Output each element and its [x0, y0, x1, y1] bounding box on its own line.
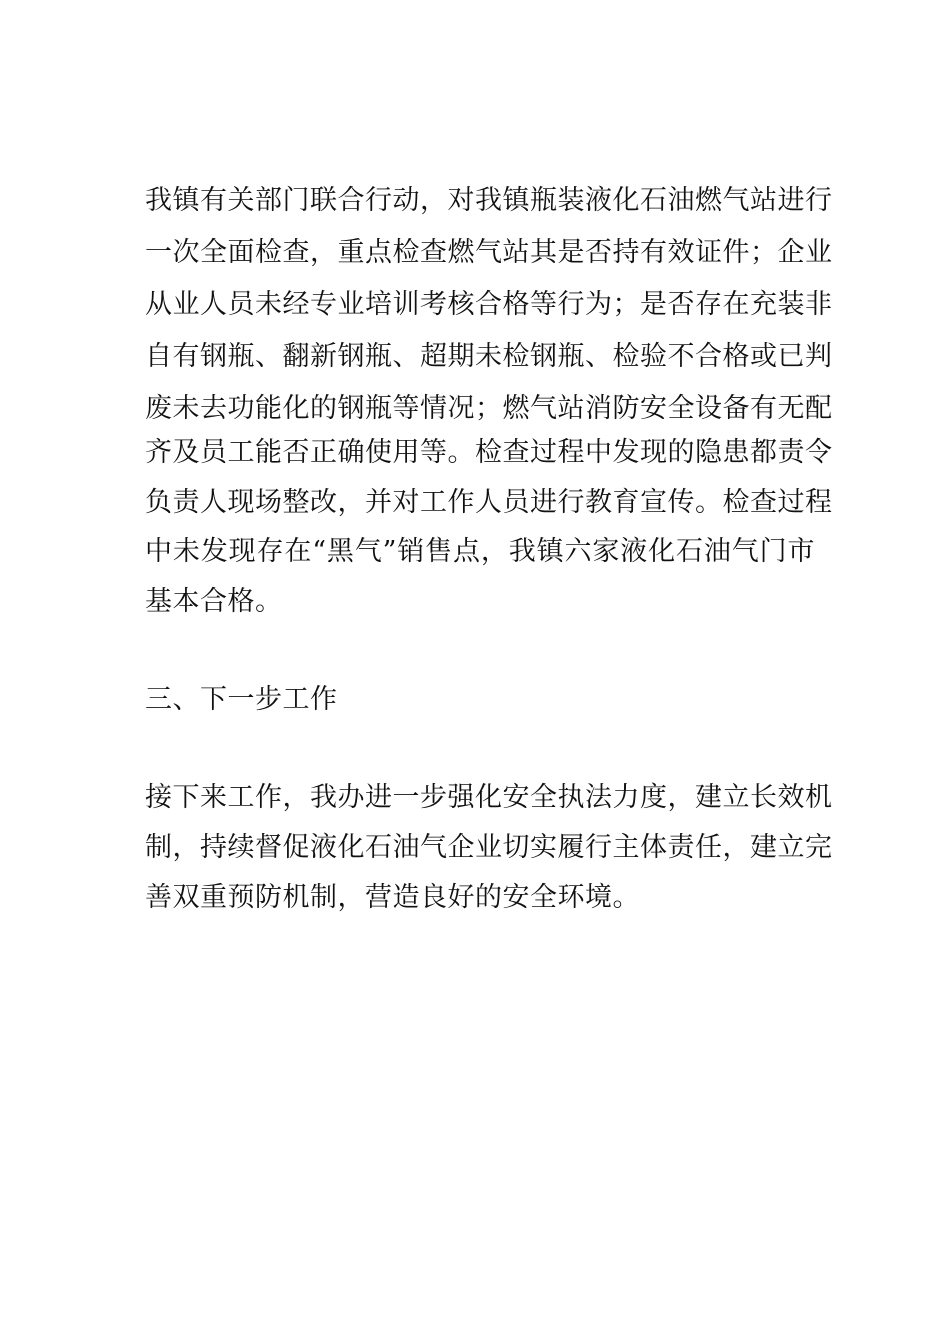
paragraph-line: 接下来工作，我办进一步强化安全执法力度，建立长效机 [145, 782, 833, 813]
section-heading: 三、下一步工作 [145, 684, 338, 715]
paragraph-line: 基本合格。 [145, 586, 283, 617]
paragraph-line: 自有钢瓶、翻新钢瓶、超期未检钢瓶、检验不合格或已判 [145, 341, 833, 372]
paragraph-line: 善双重预防机制，营造良好的安全环境。 [145, 882, 640, 913]
paragraph-line: 我镇有关部门联合行动，对我镇瓶装液化石油燃气站进行 [145, 185, 833, 216]
paragraph-line: 负责人现场整改，并对工作人员进行教育宣传。检查过程 [145, 487, 833, 518]
paragraph-line: 从业人员未经专业培训考核合格等行为；是否存在充装非 [145, 289, 833, 320]
paragraph-line: 齐及员工能否正确使用等。检查过程中发现的隐患都责令 [145, 437, 833, 468]
paragraph-line: 废未去功能化的钢瓶等情况；燃气站消防安全设备有无配 [145, 393, 833, 424]
paragraph-line: 制，持续督促液化石油气企业切实履行主体责任，建立完 [145, 832, 833, 863]
paragraph-line: 一次全面检查，重点检查燃气站其是否持有效证件；企业 [145, 237, 833, 268]
paragraph-line: 中未发现存在“黑气”销售点，我镇六家液化石油气门市 [145, 536, 815, 567]
